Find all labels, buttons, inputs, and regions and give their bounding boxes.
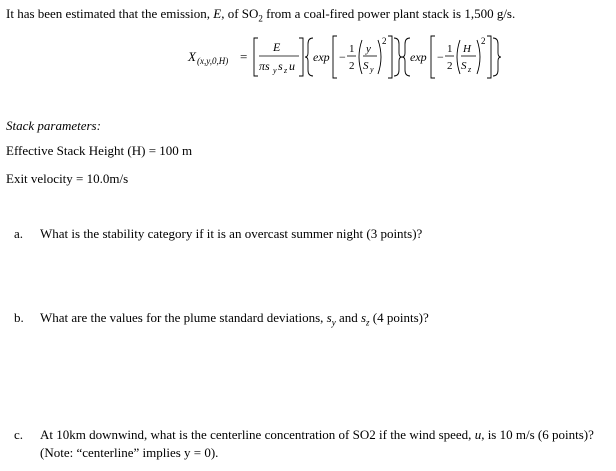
formula-lhs-symbol: X — [188, 49, 196, 64]
question-b-text-before: What are the values for the plume standard deviations, — [40, 310, 327, 325]
formula-numerator: E — [273, 40, 281, 54]
question-b-text — [40, 310, 429, 328]
formula-ratio2-num: H — [463, 43, 471, 55]
formula-minus-2: − — [437, 50, 444, 64]
gaussian-plume-formula — [185, 32, 515, 82]
bracket-right-3 — [487, 36, 491, 78]
paren-left-1 — [359, 40, 362, 74]
formula-ratio2-den-sub: z — [468, 65, 472, 74]
brace-right-2 — [493, 38, 501, 76]
question-c-label: c. — [14, 427, 24, 442]
bracket-left-1 — [254, 38, 258, 76]
question-b-var-sz: s — [360, 310, 367, 325]
paren-right-2 — [477, 40, 480, 74]
formula-exp-2: exp — [410, 50, 427, 64]
question-b-sub-z: z — [366, 317, 370, 328]
formula-denominator-s: s — [278, 59, 283, 73]
question-b-var-sy: s — [326, 310, 332, 325]
formula-denominator-y: y — [273, 66, 277, 75]
paren-right-1 — [378, 40, 381, 74]
stack-height-param: Effective Stack Height (H) = 100 m — [6, 143, 193, 158]
question-c-var-u: u — [474, 427, 482, 442]
formula-power-2: 2 — [481, 36, 486, 46]
formula-exp-1: exp — [313, 50, 330, 64]
formula-ratio1-num: y — [366, 43, 371, 55]
bracket-left-2 — [333, 36, 337, 78]
bracket-right-1 — [299, 38, 303, 76]
formula-minus-1: − — [339, 50, 346, 64]
formula-denominator-u: u — [289, 59, 295, 73]
formula-lhs-subscript: (x,y,0,H) — [197, 56, 229, 66]
paren-left-2 — [457, 40, 460, 74]
exit-velocity-param: Exit velocity = 10.0m/s — [6, 171, 129, 186]
question-b-label: b. — [14, 310, 24, 325]
question-c-note: (Note: “centerline” implies y = 0). — [40, 445, 219, 460]
formula-half-den-2: 2 — [447, 60, 453, 72]
question-a-label: a. — [14, 226, 24, 241]
formula-half-num-1: 1 — [349, 43, 355, 55]
formula-half-den-1: 2 — [349, 60, 355, 72]
stack-parameters-title: Stack parameters: — [6, 118, 101, 133]
question-b-text-and: and — [335, 310, 361, 325]
intro-text-after: from a coal-fired power plant stack is 1,500 g/s. — [262, 6, 516, 21]
formula-power-1: 2 — [382, 36, 387, 46]
formula-half-num-2: 1 — [447, 43, 453, 55]
question-c-text-before: At 10km downwind, what is the centerline concentration of SO2 if the wind speed, — [40, 427, 475, 442]
brace-left-1 — [305, 38, 313, 76]
formula-ratio1-den: S — [363, 60, 369, 72]
bracket-left-3 — [431, 36, 435, 78]
intro-text-before: It has been estimated that the emission, — [6, 6, 214, 21]
formula-ratio1-den-sub: y — [370, 65, 374, 74]
intro-sub-2: 2 — [258, 13, 263, 24]
formula-denominator-pi-s: πs — [259, 59, 270, 73]
formula-ratio2-den: S — [461, 60, 467, 72]
formula-equals: = — [240, 49, 248, 64]
question-a-text: What is the stability category if it is an overcast summer night (3 points)? — [40, 226, 423, 241]
intro-text — [6, 6, 515, 24]
intro-var-e: E — [213, 6, 222, 21]
brace-right-1 — [394, 38, 402, 76]
bracket-right-2 — [388, 36, 392, 78]
brace-left-2 — [402, 38, 410, 76]
question-c-text — [40, 427, 594, 443]
question-b-sub-y: y — [331, 317, 336, 328]
intro-text-middle: , of SO — [221, 6, 259, 21]
formula-denominator-z: z — [284, 66, 288, 75]
question-c-text-after: , is 10 m/s (6 points)? — [481, 427, 594, 442]
question-b-text-after: (4 points)? — [369, 310, 429, 325]
